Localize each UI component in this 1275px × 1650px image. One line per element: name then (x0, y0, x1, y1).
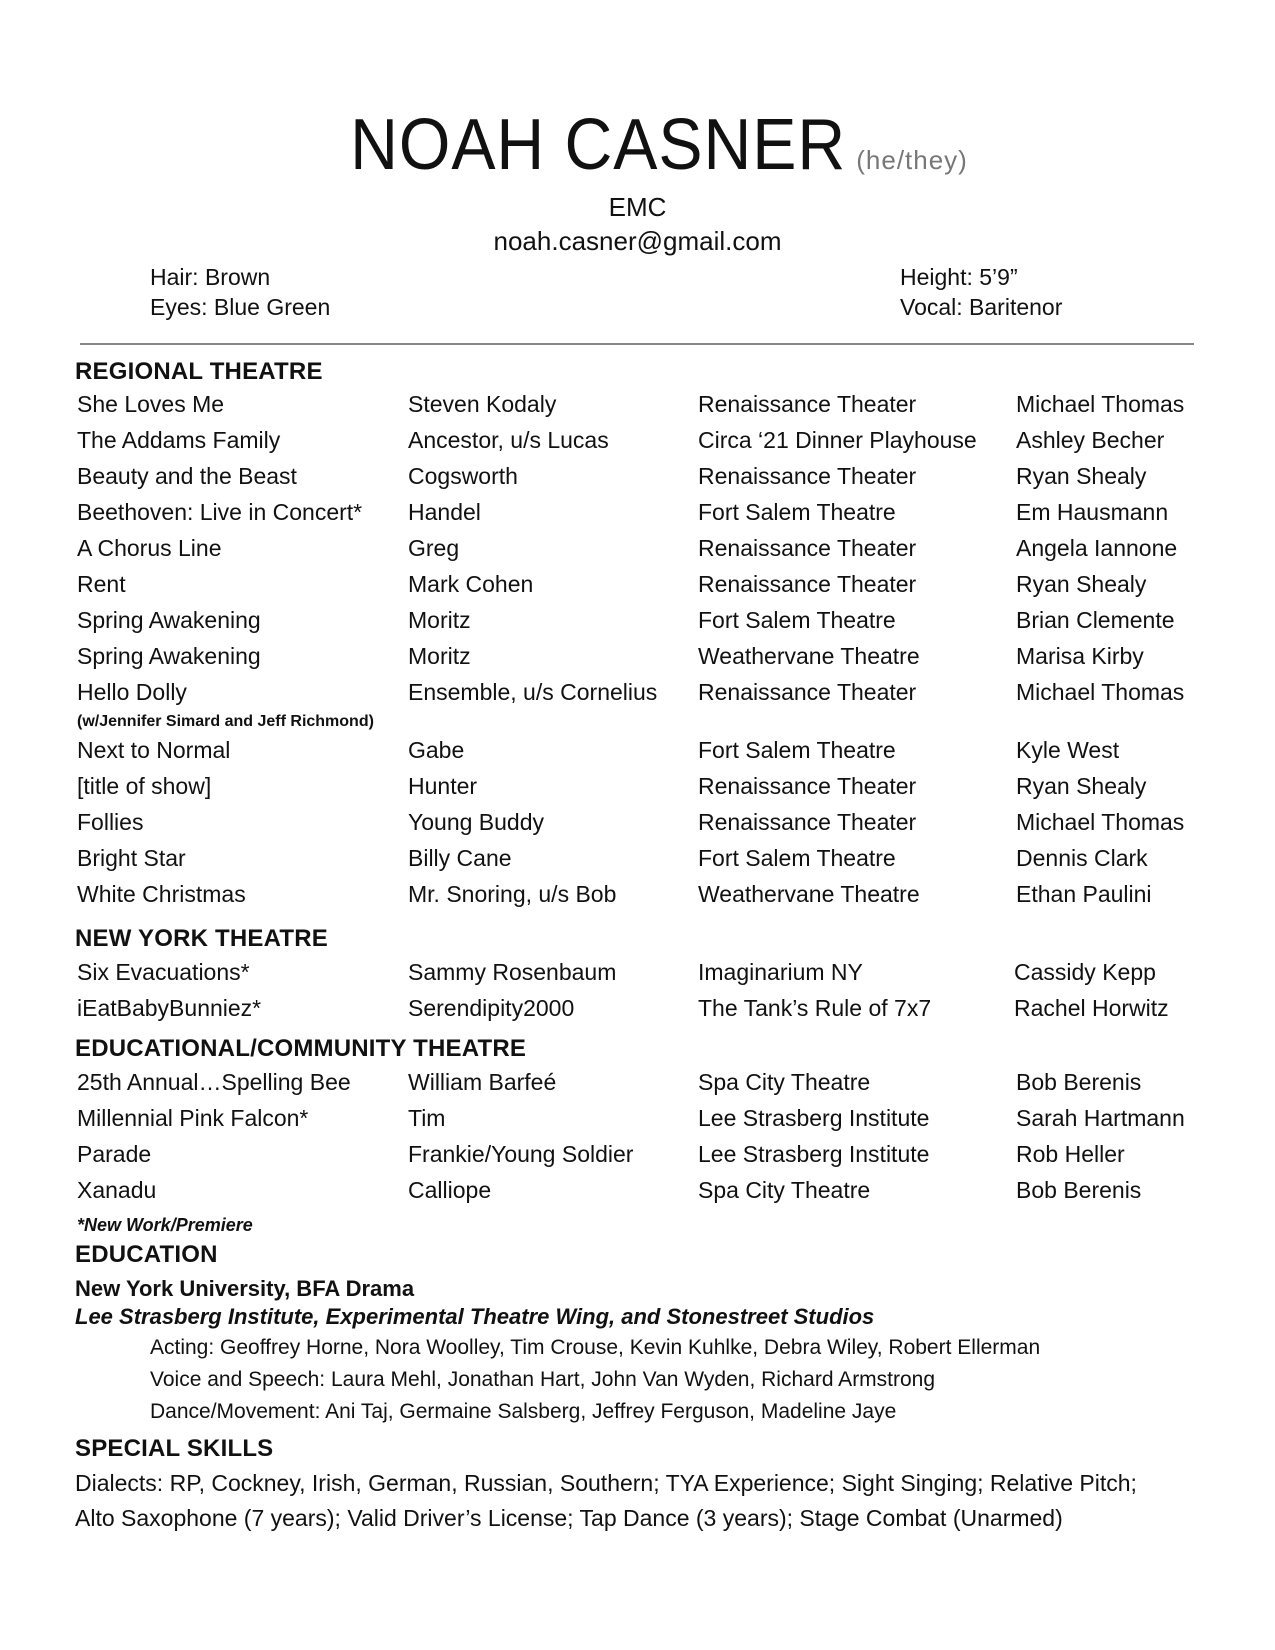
venue: Lee Strasberg Institute (698, 1105, 930, 1131)
venue: Weathervane Theatre (698, 643, 920, 669)
actor-name: NOAH CASNER (350, 105, 847, 185)
table-row (0, 1141, 1275, 1175)
eye-color: Eyes: Blue Green (150, 294, 331, 320)
show-title: Beethoven: Live in Concert* (77, 499, 363, 525)
director: Cassidy Kepp (1014, 959, 1156, 985)
show-title: She Loves Me (77, 391, 225, 417)
show-title: Parade (77, 1141, 152, 1167)
director: Bob Berenis (1016, 1177, 1142, 1203)
venue: Imaginarium NY (698, 959, 863, 985)
section-heading-skills: SPECIAL SKILLS (75, 1435, 274, 1462)
table-row (0, 571, 1275, 605)
venue: Fort Salem Theatre (698, 737, 896, 763)
table-row (0, 463, 1275, 497)
role: Gabe (408, 737, 465, 763)
skills-line-2: Alto Saxophone (7 years); Valid Driver’s License; Tap Dance (3 years); Stage Combat (Unarmed) (75, 1505, 1063, 1531)
union-status: EMC (608, 192, 667, 222)
director: Ryan Shealy (1016, 773, 1147, 799)
section-heading-new-york: NEW YORK THEATRE (75, 925, 328, 952)
table-row (0, 995, 1275, 1029)
table-row (0, 427, 1275, 461)
director: Dennis Clark (1016, 845, 1148, 871)
venue: Circa ‘21 Dinner Playhouse (698, 427, 977, 453)
new-work-footnote: *New Work/Premiere (77, 1215, 253, 1235)
director: Bob Berenis (1016, 1069, 1142, 1095)
show-title: Six Evacuations* (77, 959, 250, 985)
role: Moritz (408, 607, 471, 633)
director: Michael Thomas (1016, 809, 1185, 835)
venue: Renaissance Theater (698, 463, 917, 489)
show-title: Rent (77, 571, 126, 597)
vocal-range: Vocal: Baritenor (900, 294, 1063, 320)
show-title: Next to Normal (77, 737, 231, 763)
hair-color: Hair: Brown (150, 264, 271, 290)
header-divider (80, 343, 1194, 345)
table-row (0, 881, 1275, 915)
venue: The Tank’s Rule of 7x7 (698, 995, 932, 1021)
director: Marisa Kirby (1016, 643, 1144, 669)
director: Rachel Horwitz (1014, 995, 1169, 1021)
venue: Renaissance Theater (698, 679, 917, 705)
venue: Renaissance Theater (698, 773, 917, 799)
director: Em Hausmann (1016, 499, 1169, 525)
director: Ethan Paulini (1016, 881, 1152, 907)
role: Ensemble, u/s Cornelius (408, 679, 658, 705)
table-row (0, 809, 1275, 843)
height: Height: 5’9” (900, 264, 1018, 290)
show-title: Bright Star (77, 845, 186, 871)
education-dance-teachers: Dance/Movement: Ani Taj, Germaine Salsberg, Jeffrey Ferguson, Madeline Jaye (150, 1400, 897, 1423)
role: Mark Cohen (408, 571, 534, 597)
role: Cogsworth (408, 463, 518, 489)
email: noah.casner@gmail.com (493, 226, 782, 256)
role: Billy Cane (408, 845, 512, 871)
show-title: Millennial Pink Falcon* (77, 1105, 309, 1131)
role: Greg (408, 535, 460, 561)
role: Mr. Snoring, u/s Bob (408, 881, 617, 907)
section-heading-educational: EDUCATIONAL/COMMUNITY THEATRE (75, 1035, 527, 1062)
show-title: White Christmas (77, 881, 246, 907)
venue: Lee Strasberg Institute (698, 1141, 930, 1167)
education-voice-teachers: Voice and Speech: Laura Mehl, Jonathan Hart, John Van Wyden, Richard Armstrong (150, 1368, 936, 1391)
role: William Barfeé (408, 1069, 557, 1095)
table-row (0, 391, 1275, 425)
venue: Renaissance Theater (698, 809, 917, 835)
show-title: 25th Annual…Spelling Bee (77, 1069, 351, 1095)
role: Moritz (408, 643, 471, 669)
section-heading-education: EDUCATION (75, 1241, 218, 1268)
venue: Fort Salem Theatre (698, 499, 896, 525)
director: Ryan Shealy (1016, 463, 1147, 489)
director: Rob Heller (1016, 1141, 1125, 1167)
director: Ashley Becher (1016, 427, 1165, 453)
show-title: [title of show] (77, 773, 212, 799)
show-title: Spring Awakening (77, 643, 261, 669)
education-acting-teachers: Acting: Geoffrey Horne, Nora Woolley, Tim Crouse, Kevin Kuhlke, Debra Wiley, Robert Ellerman (150, 1336, 1041, 1359)
table-row (0, 845, 1275, 879)
role: Frankie/Young Soldier (408, 1141, 634, 1167)
show-title: Spring Awakening (77, 607, 261, 633)
venue: Fort Salem Theatre (698, 845, 896, 871)
hello-dolly-costar-note: (w/Jennifer Simard and Jeff Richmond) (77, 713, 374, 730)
show-title: Hello Dolly (77, 679, 187, 705)
venue: Renaissance Theater (698, 535, 917, 561)
venue: Weathervane Theatre (698, 881, 920, 907)
skills-line-1: Dialects: RP, Cockney, Irish, German, Russian, Southern; TYA Experience; Sight Singing; Relative Pitch; (75, 1470, 1137, 1496)
table-row (0, 1177, 1275, 1211)
table-row (0, 959, 1275, 993)
resume-name-block (0, 105, 1275, 200)
show-title: iEatBabyBunniez* (77, 995, 262, 1021)
director: Michael Thomas (1016, 391, 1185, 417)
show-title: A Chorus Line (77, 535, 222, 561)
director: Michael Thomas (1016, 679, 1185, 705)
role: Young Buddy (408, 809, 545, 835)
venue: Spa City Theatre (698, 1069, 871, 1095)
director: Brian Clemente (1016, 607, 1175, 633)
role: Hunter (408, 773, 478, 799)
venue: Renaissance Theater (698, 571, 917, 597)
table-row (0, 679, 1275, 713)
education-studios: Lee Strasberg Institute, Experimental Theatre Wing, and Stonestreet Studios (75, 1304, 875, 1329)
show-title: Beauty and the Beast (77, 463, 297, 489)
pronouns: (he/they) (856, 145, 968, 175)
director: Sarah Hartmann (1016, 1105, 1185, 1131)
role: Sammy Rosenbaum (408, 959, 617, 985)
role: Serendipity2000 (408, 995, 575, 1021)
table-row (0, 1105, 1275, 1139)
venue: Fort Salem Theatre (698, 607, 896, 633)
venue: Spa City Theatre (698, 1177, 871, 1203)
table-row (0, 1069, 1275, 1103)
role: Handel (408, 499, 481, 525)
role: Ancestor, u/s Lucas (408, 427, 609, 453)
table-row (0, 607, 1275, 641)
table-row (0, 499, 1275, 533)
role: Steven Kodaly (408, 391, 557, 417)
role: Calliope (408, 1177, 492, 1203)
education-school: New York University, BFA Drama (75, 1276, 415, 1301)
director: Ryan Shealy (1016, 571, 1147, 597)
show-title: Xanadu (77, 1177, 157, 1203)
table-row (0, 535, 1275, 569)
venue: Renaissance Theater (698, 391, 917, 417)
show-title: The Addams Family (77, 427, 281, 453)
section-heading-regional: REGIONAL THEATRE (75, 358, 323, 385)
table-row (0, 737, 1275, 771)
table-row (0, 643, 1275, 677)
director: Angela Iannone (1016, 535, 1178, 561)
show-title: Follies (77, 809, 144, 835)
table-row (0, 773, 1275, 807)
director: Kyle West (1016, 737, 1120, 763)
role: Tim (408, 1105, 446, 1131)
